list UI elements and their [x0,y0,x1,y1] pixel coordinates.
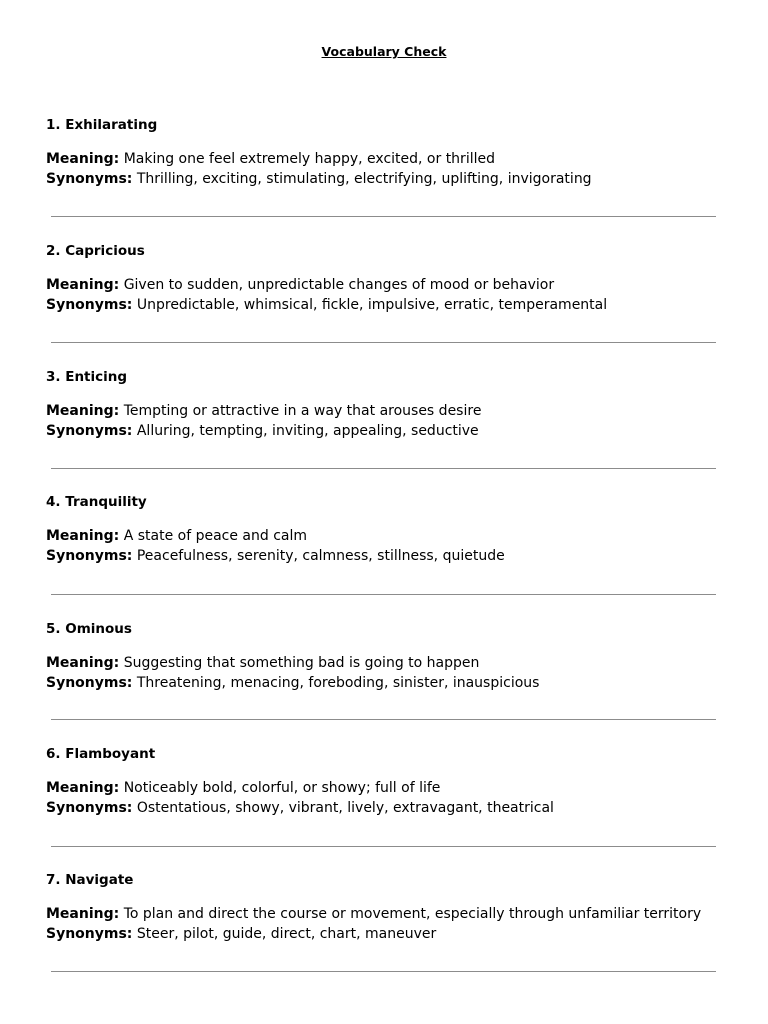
meaning-text: Making one feel extremely happy, excited, or thrilled [123,151,495,167]
entry-divider [51,719,716,720]
entry-body [46,526,726,566]
entry-heading: 7. Navigate [46,872,134,888]
meaning-line [46,778,726,798]
entry-body [46,904,726,944]
entry-divider [51,971,716,972]
entry-body [46,149,726,189]
meaning-label: Meaning: [46,780,120,796]
meaning-line [46,904,726,924]
entry-heading: 1. Exhilarating [46,117,158,133]
vocabulary-entry [46,242,726,315]
meaning-text: Given to sudden, unpredictable changes of mood or behavior [123,277,555,293]
entry-body [46,275,726,315]
entry-body [46,778,726,818]
synonyms-label: Synonyms: [46,926,133,942]
meaning-line [46,401,726,421]
synonyms-label: Synonyms: [46,675,133,691]
meaning-label: Meaning: [46,655,120,671]
vocabulary-entry [46,116,726,189]
meaning-text: Suggesting that something bad is going to happen [123,655,480,671]
synonyms-text: Unpredictable, whimsical, fickle, impulsive, erratic, temperamental [136,297,608,313]
synonyms-label: Synonyms: [46,171,133,187]
entry-divider [51,342,716,343]
synonyms-text: Steer, pilot, guide, direct, chart, maneuver [136,926,437,942]
meaning-text: Tempting or attractive in a way that arouses desire [123,403,482,419]
synonyms-label: Synonyms: [46,297,133,313]
entry-heading: 2. Capricious [46,243,145,259]
meaning-text: Noticeably bold, colorful, or showy; full of life [123,780,441,796]
synonyms-line [46,421,726,441]
synonyms-text: Threatening, menacing, foreboding, sinister, inauspicious [136,675,540,691]
synonyms-line [46,169,726,189]
synonyms-label: Synonyms: [46,548,133,564]
vocabulary-entry [46,493,726,566]
synonyms-line [46,546,726,566]
meaning-line [46,653,726,673]
synonyms-label: Synonyms: [46,423,133,439]
meaning-label: Meaning: [46,151,120,167]
synonyms-line [46,798,726,818]
synonyms-line [46,673,726,693]
entry-divider [51,216,716,217]
entry-divider [51,594,716,595]
entry-body [46,653,726,693]
synonyms-text: Alluring, tempting, inviting, appealing, seductive [136,423,479,439]
meaning-label: Meaning: [46,277,120,293]
vocabulary-entry [46,871,726,944]
vocabulary-entry [46,745,726,818]
meaning-line [46,275,726,295]
entry-heading: 6. Flamboyant [46,746,156,762]
synonyms-text: Ostentatious, showy, vibrant, lively, extravagant, theatrical [136,800,554,816]
synonyms-line [46,924,726,944]
meaning-label: Meaning: [46,403,120,419]
meaning-line [46,149,726,169]
meaning-text: To plan and direct the course or movement, especially through unfamiliar territory [123,906,702,922]
meaning-text: A state of peace and calm [123,528,308,544]
entry-divider [51,468,716,469]
entry-divider [51,846,716,847]
meaning-line [46,526,726,546]
entry-heading: 4. Tranquility [46,494,147,510]
document-title: Vocabulary Check [321,44,447,59]
vocabulary-entry [46,368,726,441]
synonyms-text: Thrilling, exciting, stimulating, electrifying, uplifting, invigorating [136,171,592,187]
entry-heading: 3. Enticing [46,369,128,385]
synonyms-line [46,295,726,315]
synonyms-text: Peacefulness, serenity, calmness, stillness, quietude [136,548,505,564]
meaning-label: Meaning: [46,906,120,922]
meaning-label: Meaning: [46,528,120,544]
synonyms-label: Synonyms: [46,800,133,816]
entry-body [46,401,726,441]
entry-heading: 5. Ominous [46,621,132,637]
vocabulary-entry [46,620,726,693]
